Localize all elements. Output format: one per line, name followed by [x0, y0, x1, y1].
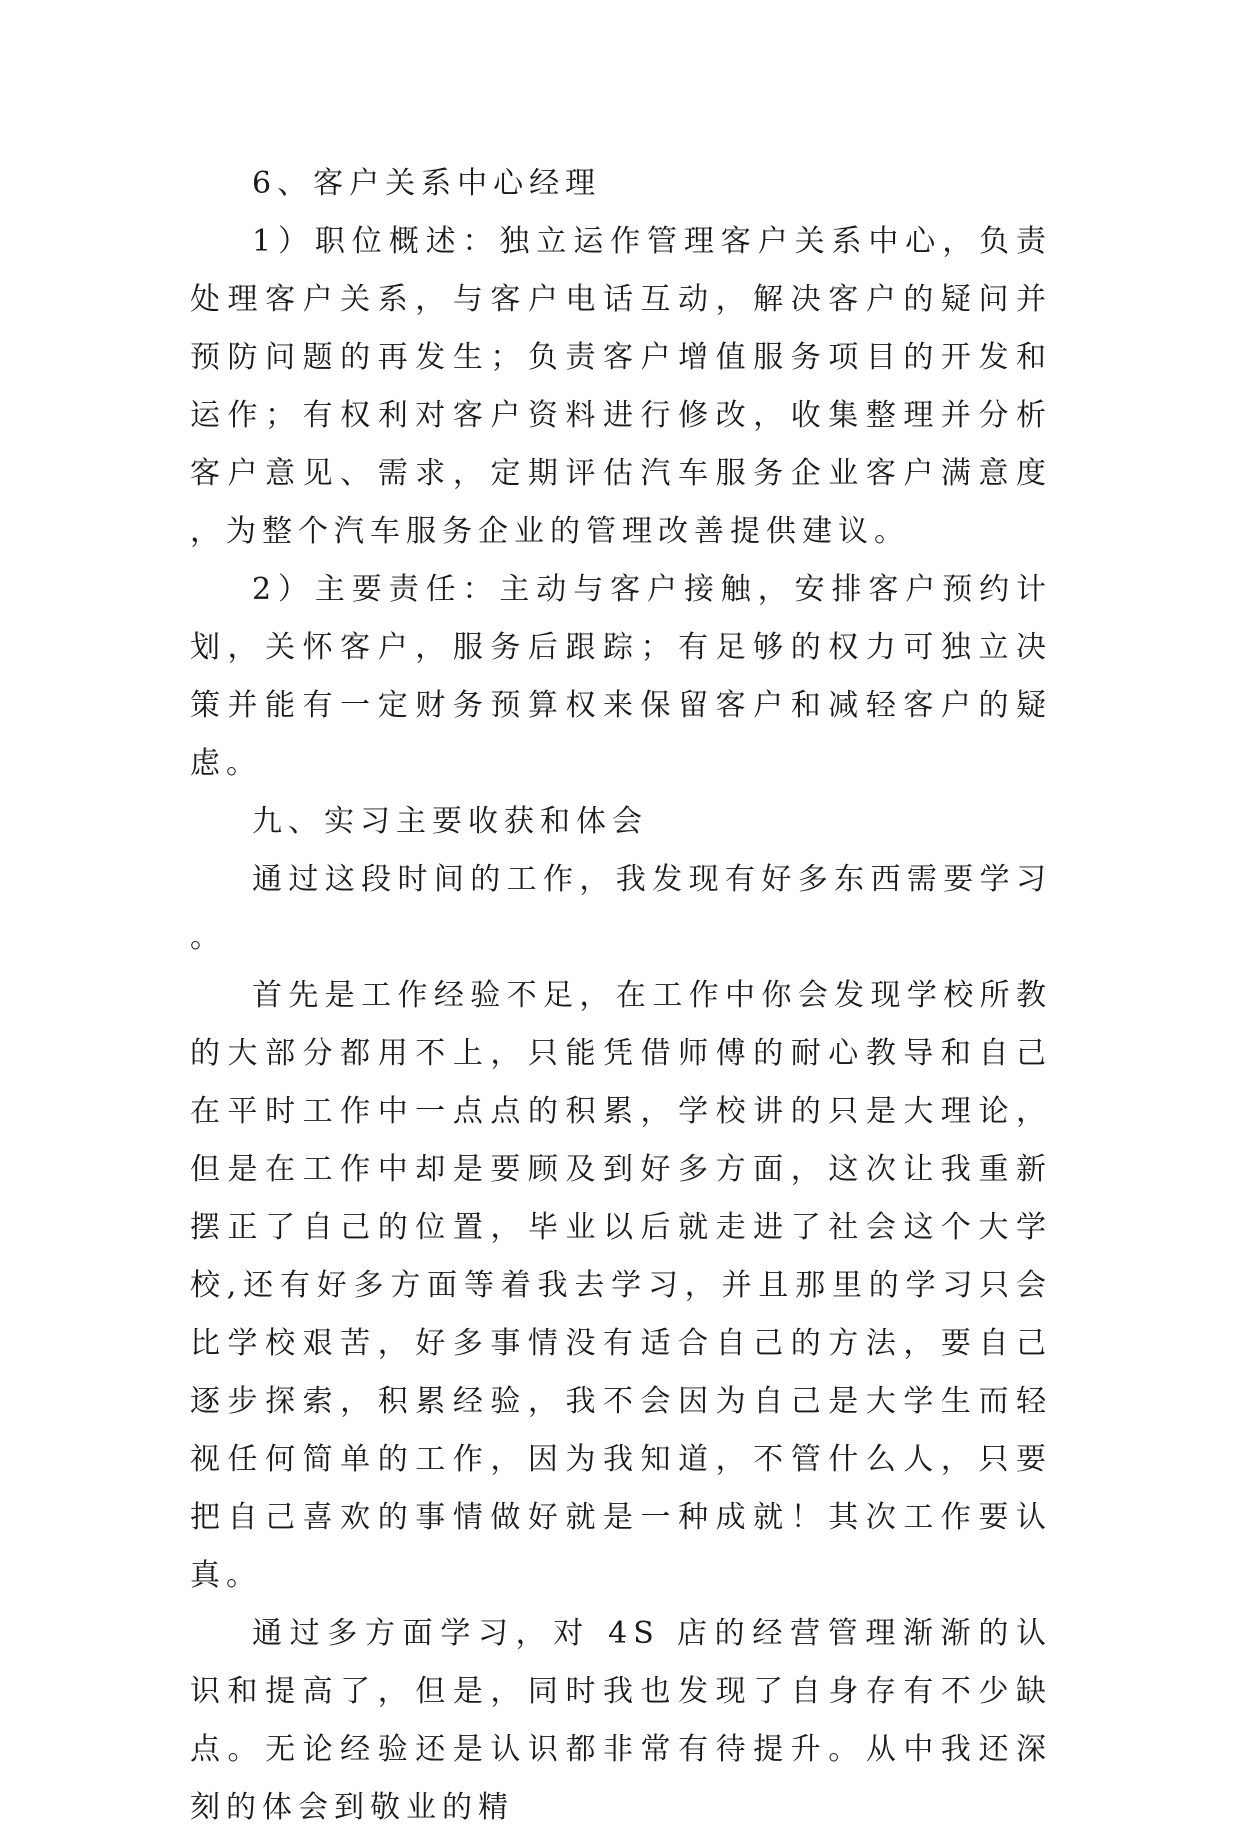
section-heading: 6、客户关系中心经理	[252, 166, 602, 201]
paragraph: 通过这段时间的工作，我发现有好多东西需要学习。	[190, 862, 1052, 955]
paragraph: 2）主要责任：主动与客户接触，安排客户预约计划，关怀客户，服务后跟踪；有足够的权力可独立决策并能有一定财务预算权来保留客户和减轻客户的疑虑。	[190, 572, 1052, 781]
paragraph: 1）职位概述：独立运作管理客户关系中心，负责处理客户关系，与客户电话互动，解决客户的疑问并预防问题的再发生；负责客户增值服务项目的开发和运作；有权利对客户资料进行修改，收集整理并分析客户意见、需求，定期评估汽车服务企业客户满意度，为整个汽车服务企业的管理改善提供建议。	[190, 224, 1052, 549]
paragraph: 首先是工作经验不足，在工作中你会发现学校所教的大部分都用不上，只能凭借师傅的耐心教导和自己在平时工作中一点点的积累，学校讲的只是大理论，但是在工作中却是要顾及到好多方面，这次让我重新摆正了自己的位置，毕业以后就走进了社会这个大学校,还有好多方面等着我去学习，并且那里的学习只会比学校艰苦，好多事情没有适合自己的方法，要自己逐步探索，积累经验，我不会因为自己是大学生而轻视任何简单的工作，因为我知道，不管什么人，只要把自己喜欢的事情做好就是一种成就！其次工作要认真。	[190, 978, 1052, 1593]
paragraph: 通过多方面学习，对 4S 店的经营管理渐渐的认识和提高了，但是，同时我也发现了自身存有不少缺点。无论经验还是认识都非常有待提升。从中我还深刻的体会到敬业的精	[190, 1616, 1052, 1825]
section-heading: 九、实习主要收获和体会	[252, 804, 648, 839]
document-body	[190, 155, 1052, 1837]
